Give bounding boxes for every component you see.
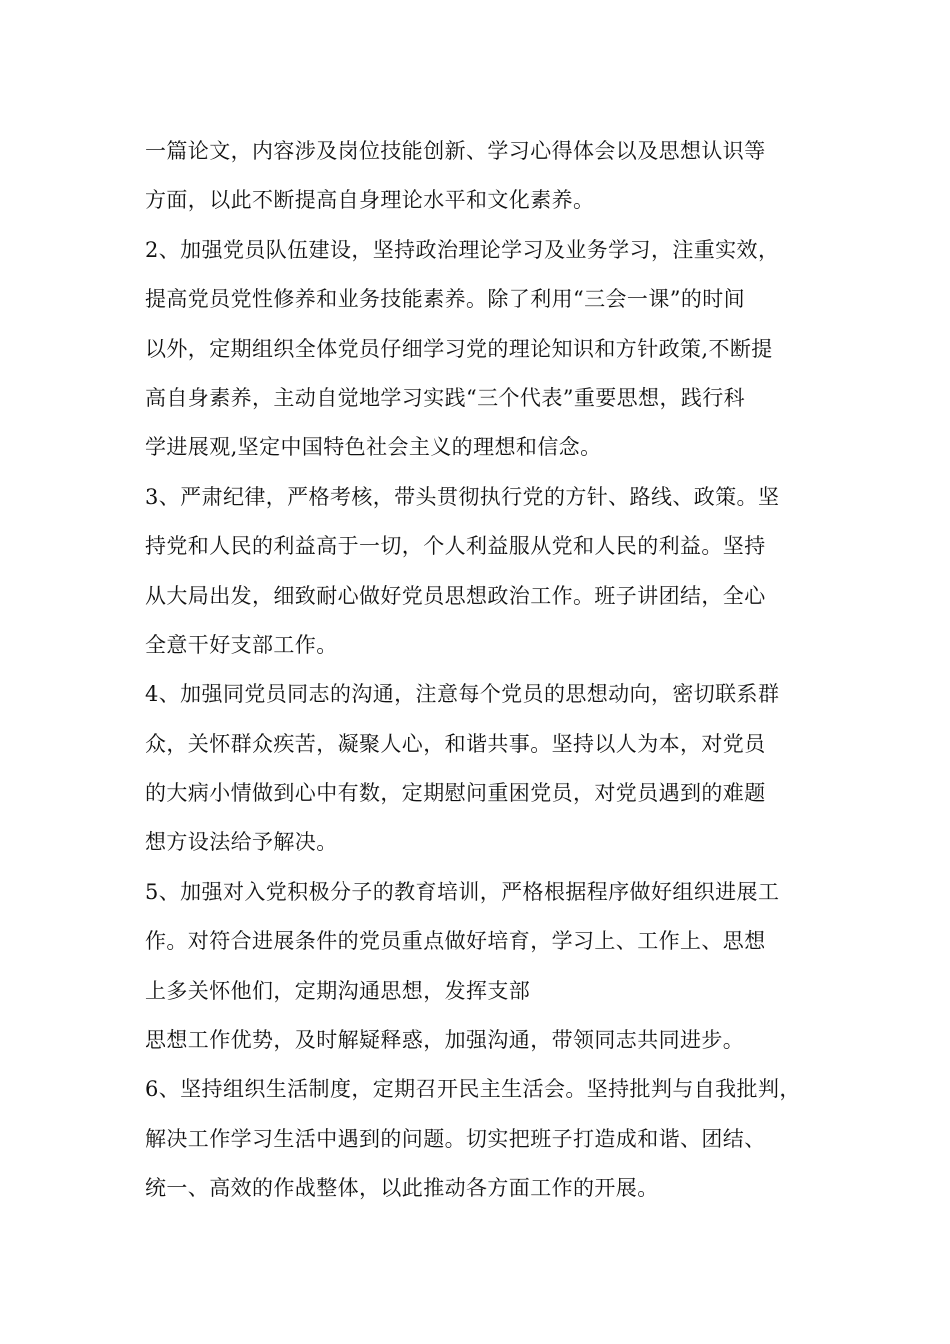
- text-line: 6、坚持组织生活制度，定期召开民主生活会。坚持批判与自我批判，: [145, 1077, 801, 1102]
- text-line: 3、严肃纪律，严格考核，带头贯彻执行党的方针、路线、政策。坚: [145, 484, 780, 509]
- text-line: 5、加强对入党积极分子的教育培训，严格根据程序做好组织进展工: [145, 879, 780, 904]
- text-line: 2、加强党员队伍建设，坚持政治理论学习及业务学习，注重实效，: [145, 237, 780, 262]
- text-line: 想方设法给予解决。: [145, 830, 338, 855]
- text-line: 思想工作优势，及时解疑释惑，加强沟通，带领同志共同进步。: [145, 1028, 745, 1053]
- text-line: 以外，定期组织全体党员仔细学习党的理论知识和方针政策,不断提: [145, 336, 773, 361]
- text-line: 从大局出发，细致耐心做好党员思想政治工作。班子讲团结，全心: [145, 583, 766, 608]
- text-line: 高自身素养，主动自觉地学习实践“三个代表”重要思想，践行科: [145, 385, 746, 410]
- text-line: 提高党员党性修养和业务技能素养。除了利用“三会一课”的时间: [145, 287, 746, 312]
- text-line: 的大病小情做到心中有数，定期慰问重困党员，对党员遇到的难题: [145, 781, 766, 806]
- text-line: 4、加强同党员同志的沟通，注意每个党员的思想动向，密切联系群: [145, 682, 780, 707]
- text-line: 方面，以此不断提高自身理论水平和文化素养。: [145, 188, 595, 213]
- text-line: 作。对符合进展条件的党员重点做好培育，学习上、工作上、思想: [145, 929, 766, 954]
- document-body: [145, 127, 835, 1214]
- text-line: 众，关怀群众疾苦，凝聚人心，和谐共事。坚持以人为本，对党员: [145, 731, 766, 756]
- text-line: 学进展观,坚定中国特色社会主义的理想和信念。: [145, 435, 602, 460]
- text-line: 统一、高效的作战整体，以此推动各方面工作的开展。: [145, 1176, 659, 1201]
- text-line: 持党和人民的利益高于一切，个人利益服从党和人民的利益。坚持: [145, 534, 766, 559]
- text-line: 全意干好支部工作。: [145, 632, 338, 657]
- text-line: 解决工作学习生活中遇到的问题。切实把班子打造成和谐、团结、: [145, 1126, 766, 1151]
- text-line: 一篇论文，内容涉及岗位技能创新、学习心得体会以及思想认识等: [145, 139, 766, 163]
- text-line: 上多关怀他们，定期沟通思想，发挥支部: [145, 978, 531, 1003]
